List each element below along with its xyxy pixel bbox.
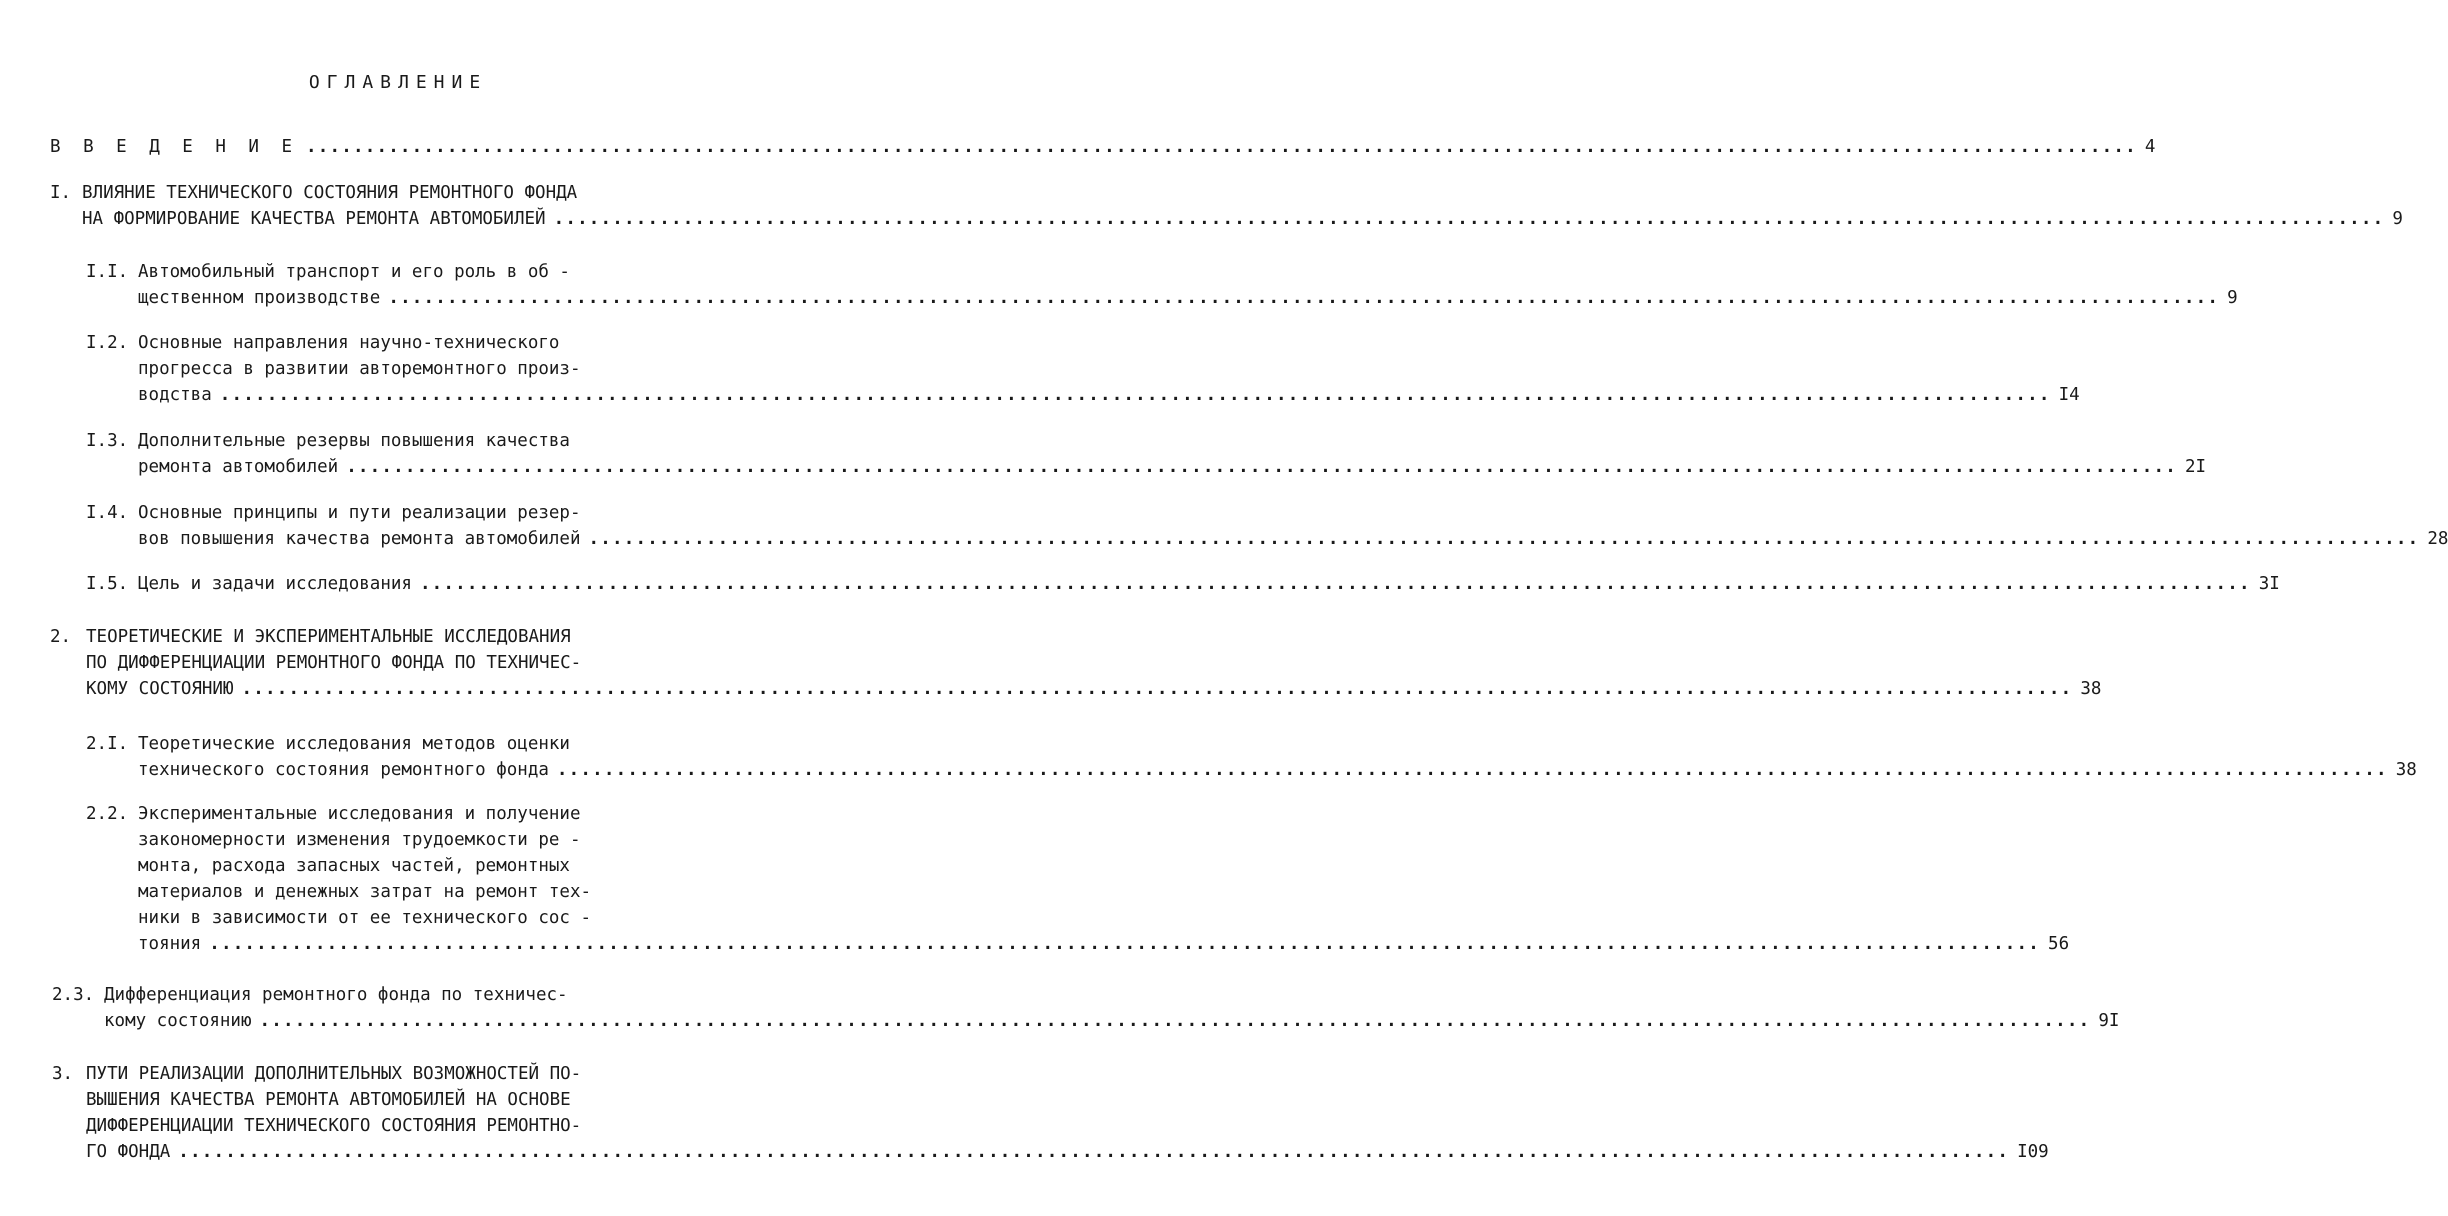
toc-entry-title-line: ТЕОРЕТИЧЕСКИЕ И ЭКСПЕРИМЕНТАЛЬНЫЕ ИССЛЕДОВАНИЯ [86,627,571,647]
toc-entry-title-line: технического состояния ремонтного фонда [138,760,549,780]
dot-leader: ............................................................................................................................................................ [388,288,2220,308]
toc-page-number: 38 [2395,760,2417,780]
toc-entry-last-row [50,134,2156,160]
toc-page-number: 9 [2227,288,2238,308]
toc-page-number: 3I [2258,574,2280,594]
toc-entry-title-line: ВЛИЯНИЕ ТЕХНИЧЕСКОГО СОСТОЯНИЯ РЕМОНТНОГО ФОНДА [82,183,578,203]
toc-entry-number: I.2. [86,333,129,353]
toc-entry-title-line: ДИФФЕРЕНЦИАЦИИ ТЕХНИЧЕСКОГО СОСТОЯНИЯ РЕМОНТНО- [86,1116,582,1136]
toc-entry-section-2-3[interactable] [52,982,2120,1034]
dot-leader: ............................................................................................................................................................ [178,1142,2010,1162]
toc-entry-last-row [138,285,2238,311]
toc-entry-title-line: Дополнительные резервы повышения качества [138,431,570,451]
dot-leader: ............................................................................................................................................................ [209,934,2041,954]
toc-entry-section-1-2[interactable] [86,330,2080,408]
toc-entry-number: I.4. [86,503,129,523]
toc-page-number: I4 [2058,385,2080,405]
toc-page-number: 38 [2080,679,2102,699]
toc-entry-number: 2.I. [86,734,129,754]
toc-entry-number: I.I. [86,262,129,282]
toc-entry-number: I. [50,183,72,203]
toc-entry-title-line: вов повышения качества ремонта автомобилей [138,529,581,549]
toc-entry-title-line: прогресса в развитии авторемонтного произ- [138,359,581,379]
toc-entry-title-line: Дифференциация ремонтного фонда по техничес- [104,985,568,1005]
dot-leader: ............................................................................................................................................................ [259,1011,2091,1031]
toc-entry-title-line: ПО ДИФФЕРЕНЦИАЦИИ РЕМОНТНОГО ФОНДА ПО ТЕХНИЧЕС- [86,653,582,673]
toc-entry-introduction[interactable] [50,134,2156,160]
toc-entry-number: I.5. [86,574,129,594]
toc-entry-last-row [104,1008,2120,1034]
toc-entry-section-1-1[interactable] [86,259,2238,311]
toc-entry-title-line: НА ФОРМИРОВАНИЕ КАЧЕСТВА РЕМОНТА АВТОМОБИЛЕЙ [82,209,546,229]
toc-page-number: 9 [2392,209,2403,229]
toc-entry-title-line: ПУТИ РЕАЛИЗАЦИИ ДОПОЛНИТЕЛЬНЫХ ВОЗМОЖНОСТЕЙ ПО- [86,1064,582,1084]
page-title: ОГЛАВЛЕНИЕ [308,72,488,93]
toc-entry-number: I.3. [86,431,129,451]
toc-entry-section-2-2[interactable] [86,801,2070,957]
toc-entry-title-line: закономерности изменения трудоемкости ре - [138,830,581,850]
toc-entry-title-line: Теоретические исследования методов оценки [138,734,570,754]
toc-entry-title-line: Экспериментальные исследования и получение [138,804,581,824]
toc-entry-last-row [138,454,2207,480]
dot-leader: ............................................................................................................................................................ [346,457,2177,477]
toc-entry-title-line: щественном производстве [138,288,381,308]
toc-entry-title-line: ВЫШЕНИЯ КАЧЕСТВА РЕМОНТА АВТОМОБИЛЕЙ НА ОСНОВЕ [86,1090,571,1110]
toc-entry-section-1-5[interactable] [86,571,2280,597]
toc-page-number: 28 [2427,529,2448,549]
toc-entry-title-line: Автомобильный транспорт и его роль в об - [138,262,570,282]
toc-entry-title-line: материалов и денежных затрат на ремонт тех- [138,882,592,902]
toc-page-number: 4 [2144,137,2156,157]
toc-entry-title-line: Основные принципы и пути реализации резер- [138,503,581,523]
dot-leader: ............................................................................................................................................................ [556,760,2388,780]
toc-page-number: 2I [2185,457,2207,477]
toc-entry-section-1-3[interactable] [86,428,2207,480]
toc-entry-title-line: КОМУ СОСТОЯНИЮ [86,679,234,699]
toc-entry-chapter-1[interactable] [50,180,2403,232]
toc-entry-section-1-4[interactable] [86,500,2448,552]
dot-leader: ............................................................................................................................................................ [219,385,2051,405]
toc-entry-last-row [138,931,2070,957]
toc-page-number: I09 [2017,1142,2049,1162]
toc-entry-last-row [138,571,2280,597]
toc-entry-title-line: ники в зависимости от ее технического сос - [138,908,592,928]
toc-entry-title-line: Цель и задачи исследования [138,574,412,594]
toc-entry-last-row [138,757,2417,783]
toc-entry-title-line: монта, расхода запасных частей, ремонтных [138,856,570,876]
toc-entry-title: В В Е Д Е Н И Е [50,137,299,157]
toc-entry-chapter-2[interactable] [50,624,2102,702]
dot-leader: ............................................................................................................................................................ [241,679,2073,699]
dot-leader: ............................................................................................................................................................ [588,529,2420,549]
toc-entry-title-line: водства [138,385,212,405]
dot-leader: ............................................................................................................................................................ [553,209,2385,229]
toc-entry-number: 2.2. [86,804,129,824]
toc-entry-title-line: тояния [138,934,202,954]
toc-entry-last-row [138,382,2080,408]
dot-leader: ............................................................................................................................................................ [419,574,2251,594]
toc-entry-number: 2.3. [52,985,95,1005]
toc-entry-title-line: кому состоянию [104,1011,252,1031]
toc-entry-section-2-1[interactable] [86,731,2417,783]
toc-entry-last-row [82,206,2403,232]
toc-entry-last-row [86,676,2102,702]
toc-entry-number: 3. [52,1064,74,1084]
toc-entry-chapter-3[interactable] [52,1061,2049,1165]
toc-entry-number: 2. [50,627,72,647]
dot-leader: ............................................................................................................................................................ [306,137,2137,157]
toc-page-number: 56 [2048,934,2070,954]
toc-entry-title-line: Основные направления научно-технического [138,333,560,353]
toc-entry-last-row [86,1139,2049,1165]
toc-entry-title-line: ГО ФОНДА [86,1142,171,1162]
toc-page-number: 9I [2098,1011,2120,1031]
toc-entry-title-line: ремонта автомобилей [138,457,339,477]
toc-entry-last-row [138,526,2448,552]
